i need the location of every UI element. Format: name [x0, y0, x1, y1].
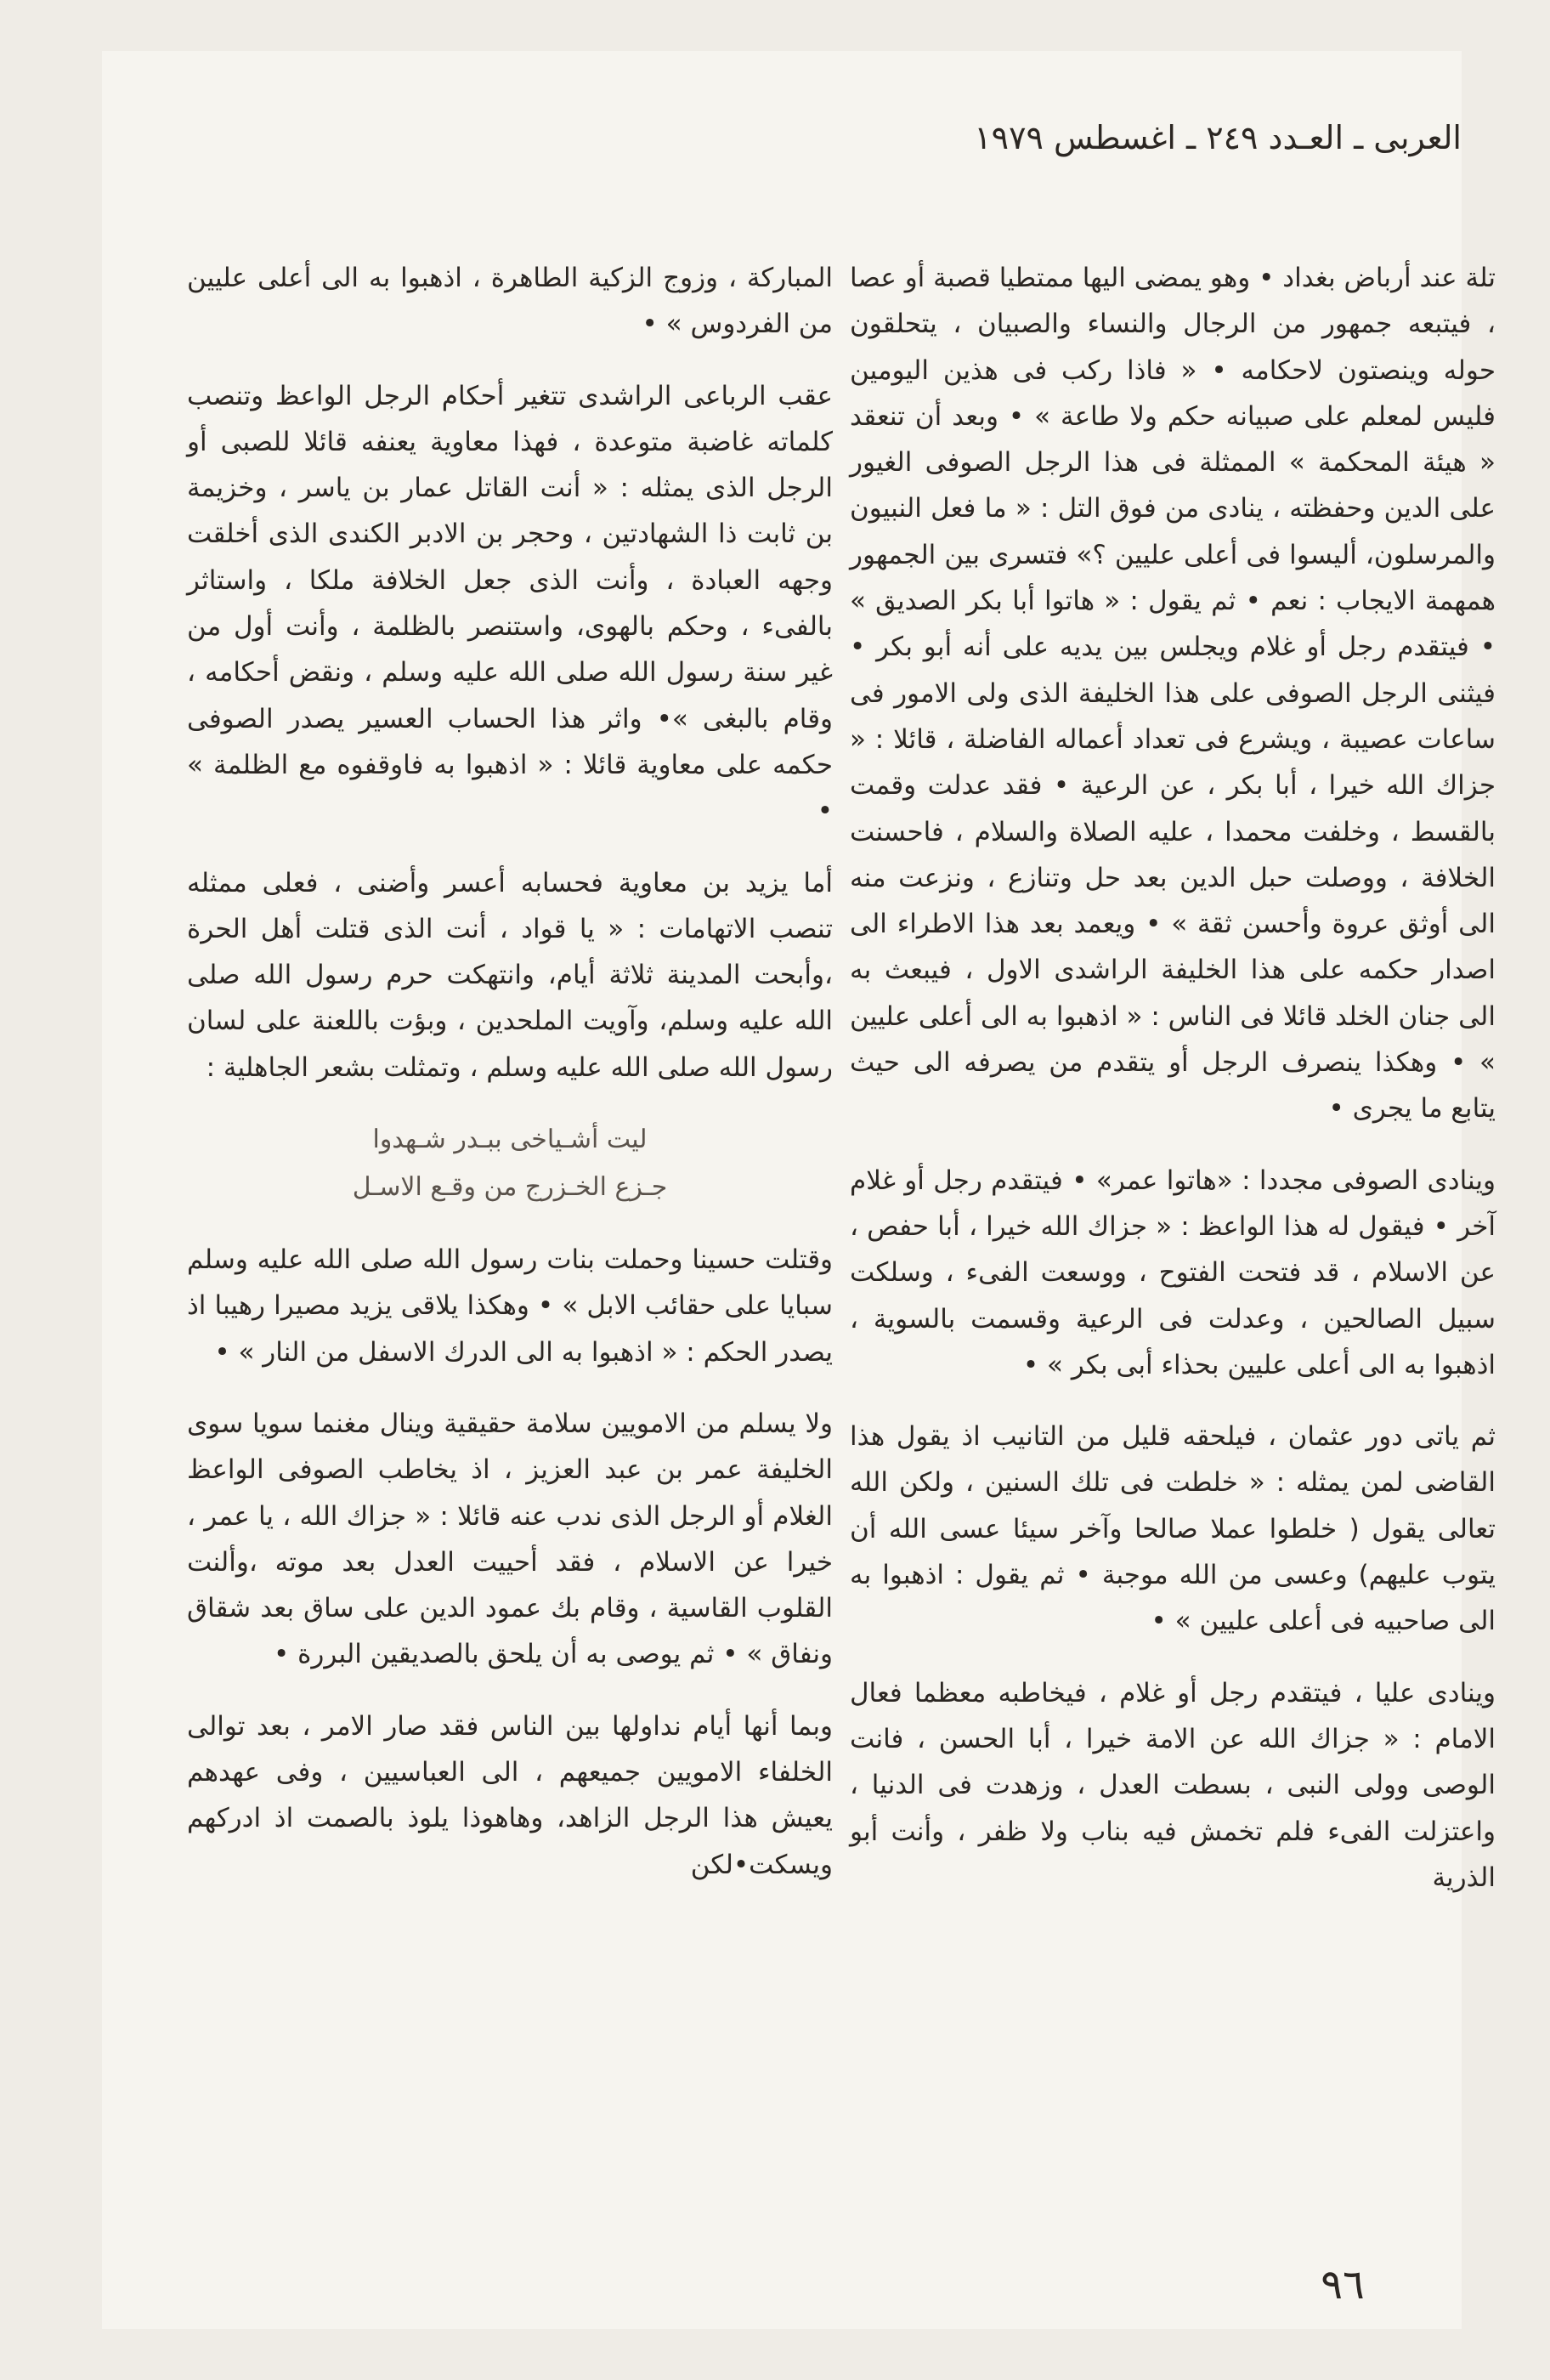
paragraph: وقتلت حسينا وحملت بنات رسول الله صلى الله عليه وسلم سبايا على حقائب الابل » • وهكذا يلاقى يزيد مصيرا رهيبا اذ يصدر الحكم : « اذهبوا به الى الدرك الاسفل من النار » •: [187, 1244, 833, 1368]
verse-line: جـزع الخـزرج من وقـع الاسـل: [352, 1172, 668, 1203]
paragraph: عقب الرباعى الراشدى تتغير أحكام الرجل الواعظ وتنصب كلماته غاضبة متوعدة ، فهذا معاوية يعنفه قائلا للصبى أو الرجل الذى يمثله : « أنت القاتل عمار بن ياسر ، وخزيمة بن ثابت ذا الشهادتين ، وحجر بن الادبر الكندى الذى أخلقت وجهه العبادة ، وأنت الذى جعل الخلافة ملكا ، واستاثر بالفىء ، وحكم بالهوى، واستنصر بالظلمة ، وأنت أول من غير سنة رسول الله صلى الله عليه وسلم ، ونقض أحكامه ، وقام بالبغى »• واثر هذا الحساب العسير يصدر الصوفى حكمه على معاوية قائلا : « اذهبوا به فاوقفوه مع الظلمة » •: [187, 380, 833, 827]
poem-verse: [187, 1116, 833, 1211]
right-column: [850, 255, 1496, 1926]
paragraph: وبما أنها أيام نداولها بين الناس فقد صار الامر ، بعد توالى الخلفاء الامويين جميعهم ، الى العباسيين ، وفى عهدهم يعيش هذا الرجل الزاهد، وهاهوذا يلوذ بالصمت اذ ادركهم ويسكت•لكن: [187, 1710, 833, 1880]
paragraph: وينادى عليا ، فيتقدم رجل أو غلام ، فيخاطبه معظما فعال الامام : « جزاك الله عن الامة خيرا ، أبا الحسن ، فانت الوصى وولى النبى ، بسطت العدل ، وزهدت فى الدنيا ، واعتزلت الفىء فلم تخمش فيه بناب ولا ظفر ، وأنت أبو الذرية: [850, 1677, 1496, 1893]
paragraph: أما يزيد بن معاوية فحسابه أعسر وأضنى ، فعلى ممثله تنصب الاتهامات : « يا قواد ، أنت الذى قتلت أهل الحرة ،وأبحت المدينة ثلاثة أيام، وانتهكت حرم رسول الله صلى الله عليه وسلم، وآويت الملحدين ، وبؤت باللعنة على لسان رسول الله صلى الله عليه وسلم ، وتمثلت بشعر الجاهلية :: [187, 867, 833, 1083]
paragraph: ولا يسلم من الامويين سلامة حقيقية وينال مغنما سويا سوى الخليفة عمر بن عبد العزيز ، اذ يخاطب الصوفى الواعظ الغلام أو الرجل الذى ندب عنه قائلا : « جزاك الله ، يا عمر ، خيرا عن الاسلام ، فقد أحييت العدل بعد موته ،وألنت القلوب القاسية ، وقام بك عمود الدين على ساق بعد شقاق ونفاق » • ثم يوصى به أن يلحق بالصديقين البررة •: [187, 1408, 833, 1670]
paragraph: ثم ياتى دور عثمان ، فيلحقه قليل من التانيب اذ يقول هذا القاضى لمن يمثله : « خلطت فى تلك السنين ، ولكن الله تعالى يقول ( خلطوا عملا صالحا وآخر سيئا عسى الله أن يتوب عليهم) وعسى من الله موجبة • ثم يقول : اذهبوا به الى صاحبيه فى أعلى عليين » •: [850, 1421, 1496, 1637]
verse-line: ليت أشـياخى ببـدر شـهدوا: [372, 1125, 648, 1155]
left-column: [187, 255, 833, 1913]
paragraph: وينادى الصوفى مجددا : «هاتوا عمر» • فيتقدم رجل أو غلام آخر • فيقول له هذا الواعظ : « جزاك الله خيرا ، أبا حفص ، عن الاسلام ، قد فتحت الفتوح ، ووسعت الفىء ، وسلكت سبيل الصالحين ، وعدلت فى الرعية وقسمت بالسوية ، اذهبوا به الى أعلى عليين بحذاء أبى بكر » •: [850, 1164, 1496, 1380]
page-number: ٩٦: [1321, 2261, 1365, 2309]
running-header: العربى ـ العـدد ٢٤٩ ـ اغسطس ١٩٧٩: [974, 119, 1462, 156]
paragraph: تلة عند أرباض بغداد • وهو يمضى اليها ممتطيا قصبة أو عصا ، فيتبعه جمهور من الرجال والنساء والصبيان ، يتحلقون حوله وينصتون لاحكامه • « فاذا ركب فى هذين اليومين فليس لمعلم على صبيانه حكم ولا طاعة » • وبعد أن تنعقد « هيئة المحكمة » الممثلة فى هذا الرجل الصوفى الغيور على الدين وحفظته ، ينادى من فوق التل : « ما فعل النبيون والمرسلون، أليسوا فى أعلى عليين ؟» فتسرى بين الجمهور همهمة الايجاب : نعم • ثم يقول : « هاتوا أبا بكر الصديق » • فيتقدم رجل أو غلام ويجلس بين يديه على أنه أبو بكر • فيثنى الرجل الصوفى على هذا الخليفة الذى ولى الامور فى ساعات عصيبة ، ويشرع فى تعداد أعماله الفاضلة ، قائلا : « جزاك الله خيرا ، أبا بكر ، عن الرعية • فقد عدلت وقمت بالقسط ، وخلفت محمدا ، عليه الصلاة والسلام ، فاحسنت الخلافة ، ووصلت حبل الدين بعد حل وتنازع ، ونزعت منه الى أوثق عروة وأحسن ثقة » • ويعمد بعد هذا الاطراء الى اصدار حكمه على هذا الخليفة الراشدى الاول ، فيبعث به الى جنان الخلد قائلا فى الناس : « اذهبوا به الى أعلى عليين » • وهكذا ينصرف الرجل أو يتقدم من يصرفه الى حيث يتابع ما يجرى •: [850, 263, 1496, 1125]
paragraph: المباركة ، وزوج الزكية الطاهرة ، اذهبوا به الى أعلى عليين من الفردوس » •: [187, 263, 833, 340]
magazine-page: [102, 51, 1496, 2329]
